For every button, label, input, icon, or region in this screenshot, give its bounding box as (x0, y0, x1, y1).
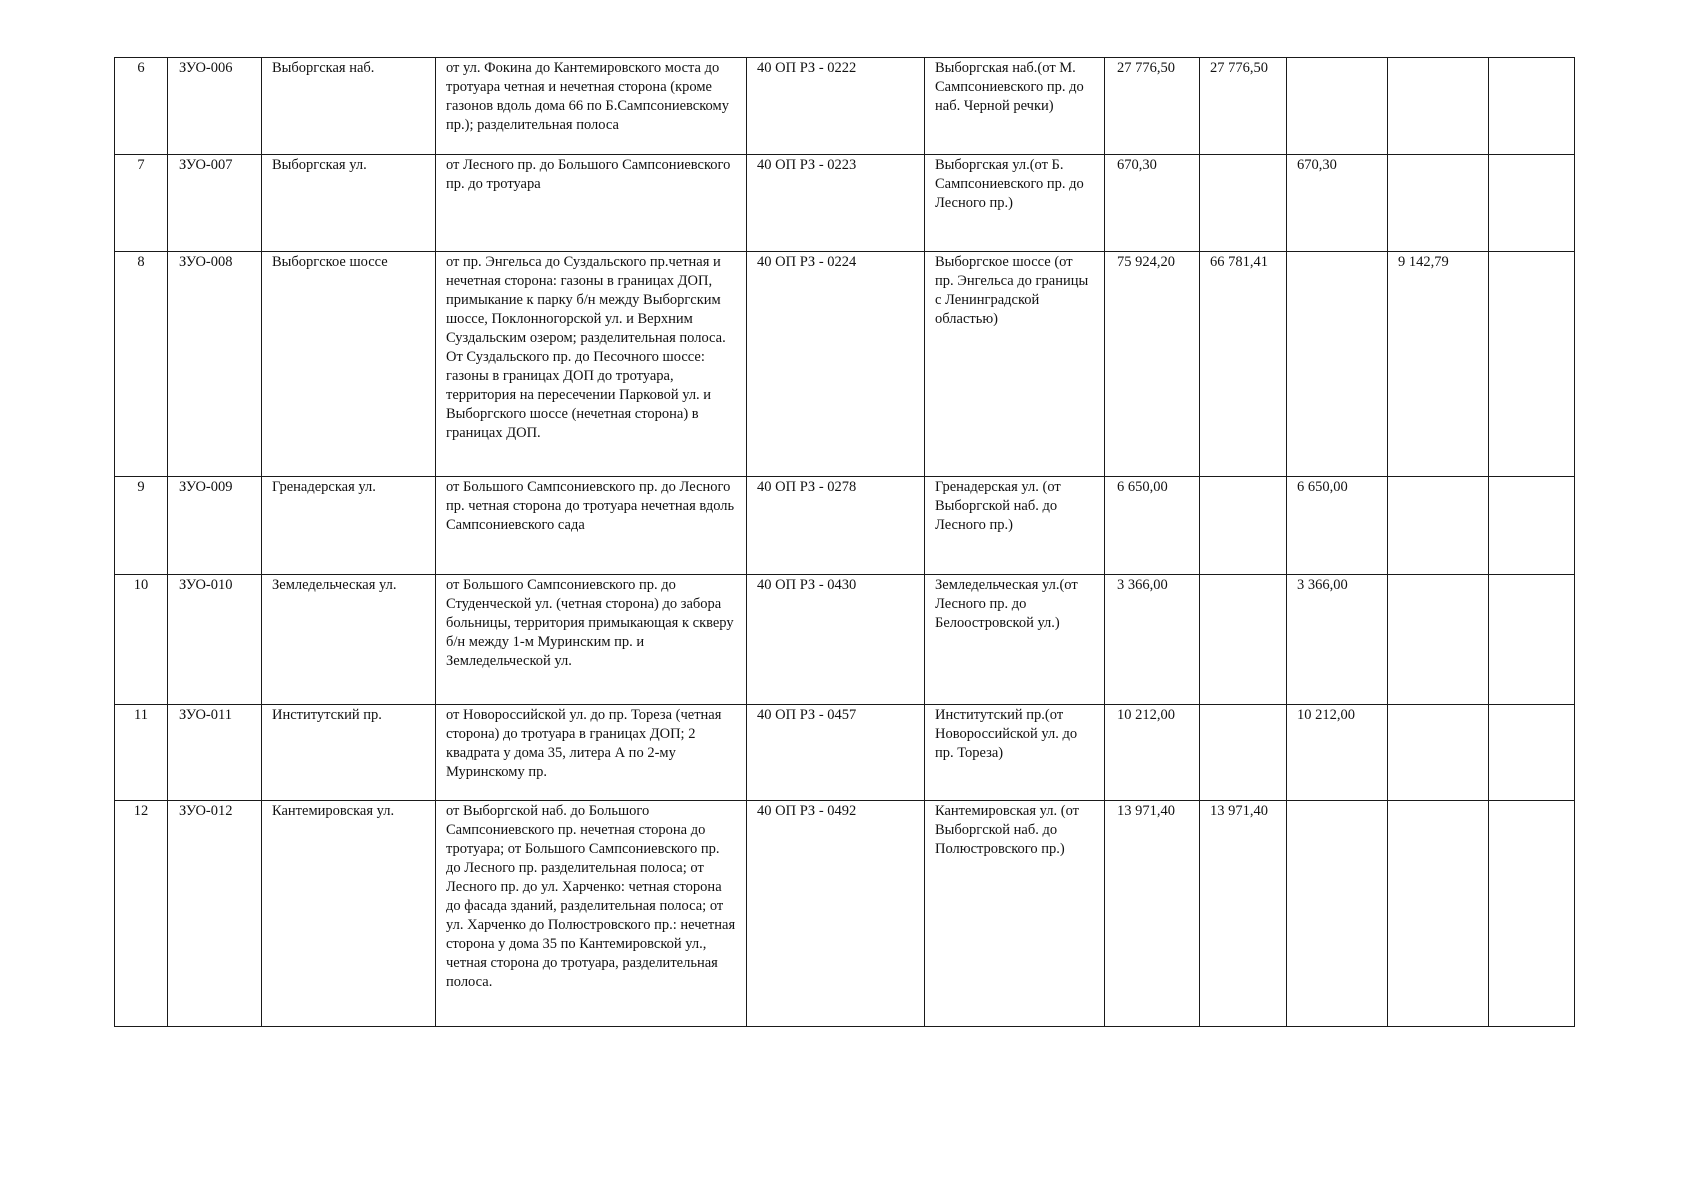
table-row (115, 252, 1575, 477)
area-column-8-cell (1200, 477, 1287, 575)
area-column-10-cell (1388, 801, 1489, 1027)
object-code-cell: ЗУО-009 (168, 477, 262, 575)
area-column-9-cell: 10 212,00 (1287, 705, 1388, 801)
table-row (115, 801, 1575, 1027)
area-column-8-cell (1200, 575, 1287, 705)
section-description-cell: от Большого Сампсониевского пр. до Лесного пр. четная сторона до тротуара нечетная вдоль Сампсониевского сада (436, 477, 747, 575)
object-code-cell: ЗУО-010 (168, 575, 262, 705)
area-column-8-cell: 27 776,50 (1200, 58, 1287, 155)
street-name-cell: Выборгская ул. (262, 155, 436, 252)
row-number-cell: 8 (115, 252, 168, 477)
total-area-cell: 670,30 (1105, 155, 1200, 252)
total-area-cell: 6 650,00 (1105, 477, 1200, 575)
section-description-cell: от Большого Сампсониевского пр. до Студенческой ул. (четная сторона) до забора больницы, территория примыкающая к скверу б/н между 1-м Муринским пр. и Земледельческой ул. (436, 575, 747, 705)
area-column-10-cell: 9 142,79 (1388, 252, 1489, 477)
row-number-cell: 9 (115, 477, 168, 575)
area-column-9-cell (1287, 58, 1388, 155)
total-area-cell: 27 776,50 (1105, 58, 1200, 155)
area-column-11-cell (1489, 58, 1575, 155)
object-code-cell: ЗУО-008 (168, 252, 262, 477)
area-column-8-cell (1200, 155, 1287, 252)
total-area-cell: 3 366,00 (1105, 575, 1200, 705)
road-id-cell: 40 ОП РЗ - 0223 (747, 155, 925, 252)
area-column-10-cell (1388, 705, 1489, 801)
road-name-cell: Кантемировская ул. (от Выборгской наб. до Полюстровского пр.) (925, 801, 1105, 1027)
row-number-cell: 12 (115, 801, 168, 1027)
road-name-cell: Земледельческая ул.(от Лесного пр. до Белоостровской ул.) (925, 575, 1105, 705)
total-area-cell: 75 924,20 (1105, 252, 1200, 477)
row-number-cell: 7 (115, 155, 168, 252)
area-column-8-cell: 66 781,41 (1200, 252, 1287, 477)
object-code-cell: ЗУО-011 (168, 705, 262, 801)
section-description-cell: от Новороссийской ул. до пр. Тореза (четная сторона) до тротуара в границах ДОП; 2 квадрата у дома 35, литера А по 2-му Муринскому пр. (436, 705, 747, 801)
area-column-8-cell (1200, 705, 1287, 801)
section-description-cell: от ул. Фокина до Кантемировского моста до тротуара четная и нечетная сторона (кроме газонов вдоль дома 66 по Б.Сампсониевскому пр.); разделительная полоса (436, 58, 747, 155)
row-number-cell: 6 (115, 58, 168, 155)
total-area-cell: 13 971,40 (1105, 801, 1200, 1027)
street-name-cell: Гренадерская ул. (262, 477, 436, 575)
area-column-9-cell (1287, 252, 1388, 477)
street-name-cell: Выборгское шоссе (262, 252, 436, 477)
area-column-11-cell (1489, 801, 1575, 1027)
section-description-cell: от пр. Энгельса до Суздальского пр.четная и нечетная сторона: газоны в границах ДОП, примыкание к парку б/н между Выборгским шоссе, Поклонногорской ул. и Верхним Суздальским озером; разделительная полоса. От Суздальского пр. до Песочного шоссе: газоны в границах ДОП до тротуара, территория на пересечении Парковой ул. и Выборгского шоссе (нечетная сторона) в границах ДОП. (436, 252, 747, 477)
road-id-cell: 40 ОП РЗ - 0222 (747, 58, 925, 155)
total-area-cell: 10 212,00 (1105, 705, 1200, 801)
object-code-cell: ЗУО-007 (168, 155, 262, 252)
area-column-9-cell: 670,30 (1287, 155, 1388, 252)
row-number-cell: 11 (115, 705, 168, 801)
road-id-cell: 40 ОП РЗ - 0224 (747, 252, 925, 477)
road-name-cell: Выборгская наб.(от М. Сампсониевского пр. до наб. Черной речки) (925, 58, 1105, 155)
table-row (115, 575, 1575, 705)
street-name-cell: Институтский пр. (262, 705, 436, 801)
table-row (115, 477, 1575, 575)
area-column-9-cell (1287, 801, 1388, 1027)
road-name-cell: Выборгское шоссе (от пр. Энгельса до границы с Ленинградской областью) (925, 252, 1105, 477)
street-name-cell: Земледельческая ул. (262, 575, 436, 705)
road-name-cell: Выборгская ул.(от Б. Сампсониевского пр. до Лесного пр.) (925, 155, 1105, 252)
row-number-cell: 10 (115, 575, 168, 705)
area-column-11-cell (1489, 705, 1575, 801)
object-code-cell: ЗУО-012 (168, 801, 262, 1027)
road-name-cell: Гренадерская ул. (от Выборгской наб. до Лесного пр.) (925, 477, 1105, 575)
area-column-11-cell (1489, 252, 1575, 477)
street-name-cell: Выборгская наб. (262, 58, 436, 155)
road-id-cell: 40 ОП РЗ - 0430 (747, 575, 925, 705)
area-column-11-cell (1489, 155, 1575, 252)
object-code-cell: ЗУО-006 (168, 58, 262, 155)
area-column-10-cell (1388, 575, 1489, 705)
area-column-9-cell: 6 650,00 (1287, 477, 1388, 575)
table-row (115, 58, 1575, 155)
area-column-9-cell: 3 366,00 (1287, 575, 1388, 705)
section-description-cell: от Выборгской наб. до Большого Сампсониевского пр. нечетная сторона до тротуара; от Большого Сампсониевского пр. до Лесного пр. разделительная полоса; от Лесного пр. до ул. Харченко: четная сторона до фасада зданий, разделительная полоса; от ул. Харченко до Полюстровского пр.: нечетная сторона у дома 35 по Кантемировской ул., четная сторона до тротуара, разделительная полоса. (436, 801, 747, 1027)
area-column-10-cell (1388, 58, 1489, 155)
road-name-cell: Институтский пр.(от Новороссийской ул. до пр. Тореза) (925, 705, 1105, 801)
area-column-11-cell (1489, 477, 1575, 575)
area-column-8-cell: 13 971,40 (1200, 801, 1287, 1027)
street-name-cell: Кантемировская ул. (262, 801, 436, 1027)
road-id-cell: 40 ОП РЗ - 0278 (747, 477, 925, 575)
road-id-cell: 40 ОП РЗ - 0457 (747, 705, 925, 801)
table-row (115, 155, 1575, 252)
area-column-11-cell (1489, 575, 1575, 705)
area-column-10-cell (1388, 155, 1489, 252)
area-column-10-cell (1388, 477, 1489, 575)
road-id-cell: 40 ОП РЗ - 0492 (747, 801, 925, 1027)
data-table (114, 57, 1575, 1027)
section-description-cell: от Лесного пр. до Большого Сампсониевского пр. до тротуара (436, 155, 747, 252)
table-row (115, 705, 1575, 801)
